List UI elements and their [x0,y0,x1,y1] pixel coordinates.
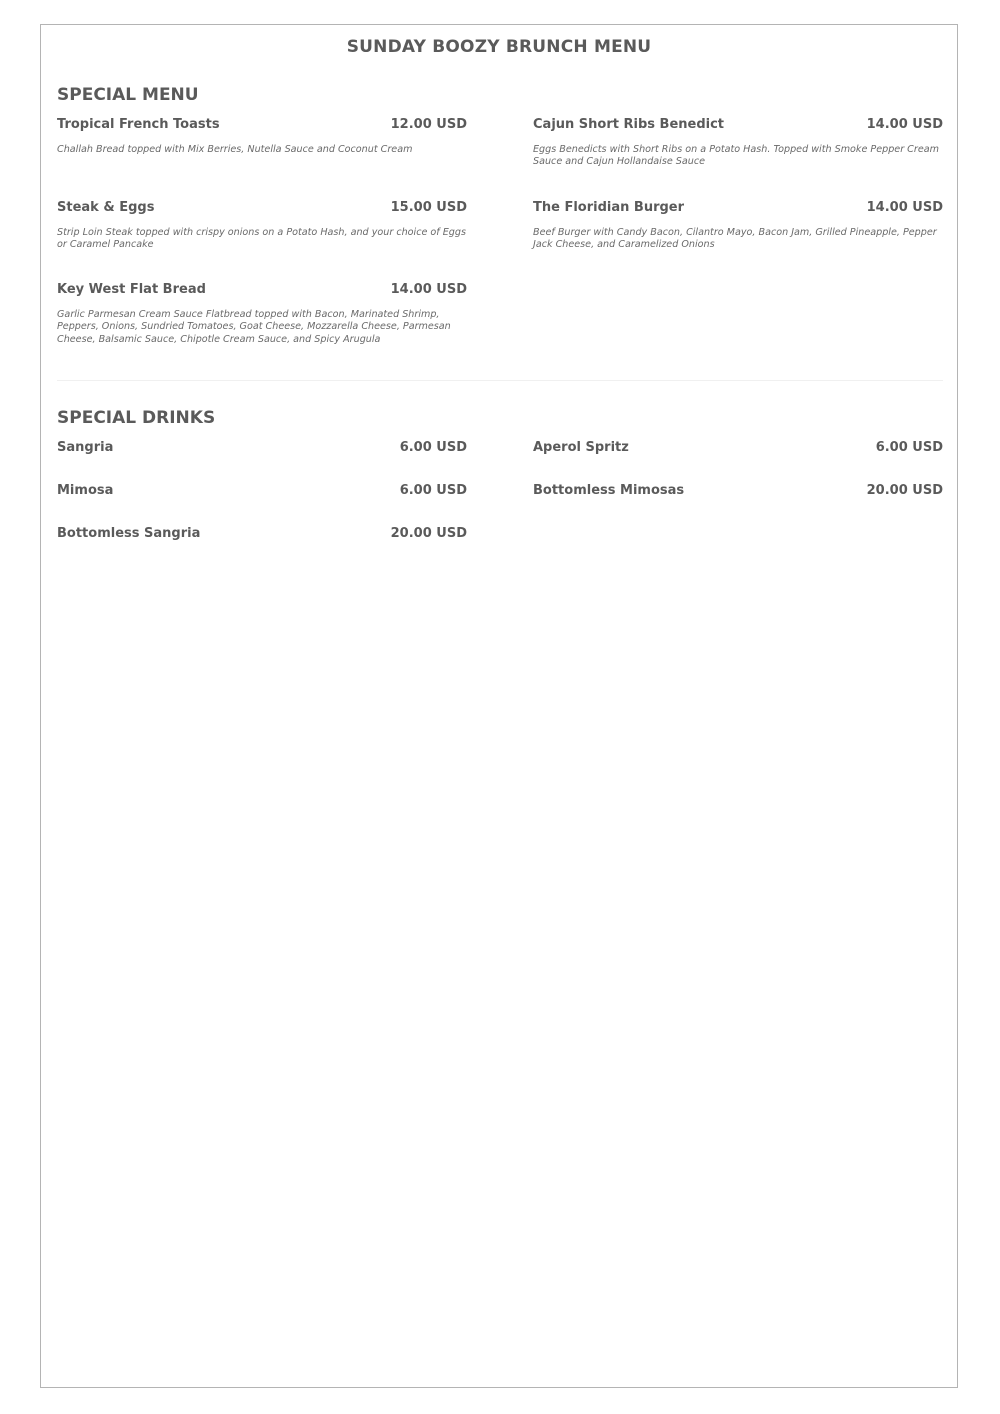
menu-item-name: Cajun Short Ribs Benedict [533,117,725,132]
menu-item-description: Strip Loin Steak topped with crispy onions on a Potato Hash, and your choice of Eggs or Caramel Pancake [57,227,466,251]
drink-item-price: 20.00 USD [390,526,467,541]
drink-item [533,440,943,458]
drink-item [57,526,467,544]
menu-item [533,117,943,169]
special-menu-title: SPECIAL MENU [57,85,199,105]
special-drinks-section [57,408,943,541]
drink-item [533,483,943,501]
menu-item-price: 12.00 USD [390,117,467,132]
menu-item-description: Eggs Benedicts with Short Ribs on a Potato Hash. Topped with Smoke Pepper Cream Sauce and Cajun Hollandaise Sauce [533,144,939,168]
menu-item-name: The Floridian Burger [533,200,685,215]
drink-item-price: 6.00 USD [399,483,467,498]
menu-item-price: 14.00 USD [866,200,943,215]
menu-item-price: 15.00 USD [390,200,467,215]
menu-item-description: Beef Burger with Candy Bacon, Cilantro Mayo, Bacon Jam, Grilled Pineapple, Pepper Jack Cheese, and Caramelized Onions [533,227,937,251]
menu-page [40,24,958,1388]
special-drinks-title: SPECIAL DRINKS [57,408,216,428]
drink-item [57,483,467,501]
menu-item [57,117,467,156]
menu-item-name: Key West Flat Bread [57,282,206,297]
menu-title: SUNDAY BOOZY BRUNCH MENU [346,37,652,57]
drink-item-price: 20.00 USD [866,483,943,498]
menu-item-name: Steak & Eggs [57,200,155,215]
drink-item-name: Bottomless Sangria [57,526,201,541]
drink-item-name: Sangria [57,440,114,455]
menu-item-description: Garlic Parmesan Cream Sauce Flatbread topped with Bacon, Marinated Shrimp, Peppers, Onions, Sundried Tomatoes, Goat Cheese, Mozzarella Cheese, Parmesan Cheese, Balsamic Sauce, Chipotle Cream Sauce, and Spicy Arugula [57,309,451,345]
menu-item-description: Challah Bread topped with Mix Berries, Nutella Sauce and Coconut Cream [57,144,413,155]
menu-item-price: 14.00 USD [390,282,467,297]
section-divider [57,380,943,381]
menu-item [57,200,467,252]
menu-item [533,200,943,252]
drink-item [57,440,467,458]
drink-item-name: Mimosa [57,483,114,498]
menu-item [57,282,467,346]
menu-item-name: Tropical French Toasts [57,117,220,132]
drink-item-name: Aperol Spritz [533,440,629,455]
drink-item-price: 6.00 USD [399,440,467,455]
menu-item-price: 14.00 USD [866,117,943,132]
drink-item-price: 6.00 USD [875,440,943,455]
special-menu-section [57,85,943,345]
drink-item-name: Bottomless Mimosas [533,483,685,498]
